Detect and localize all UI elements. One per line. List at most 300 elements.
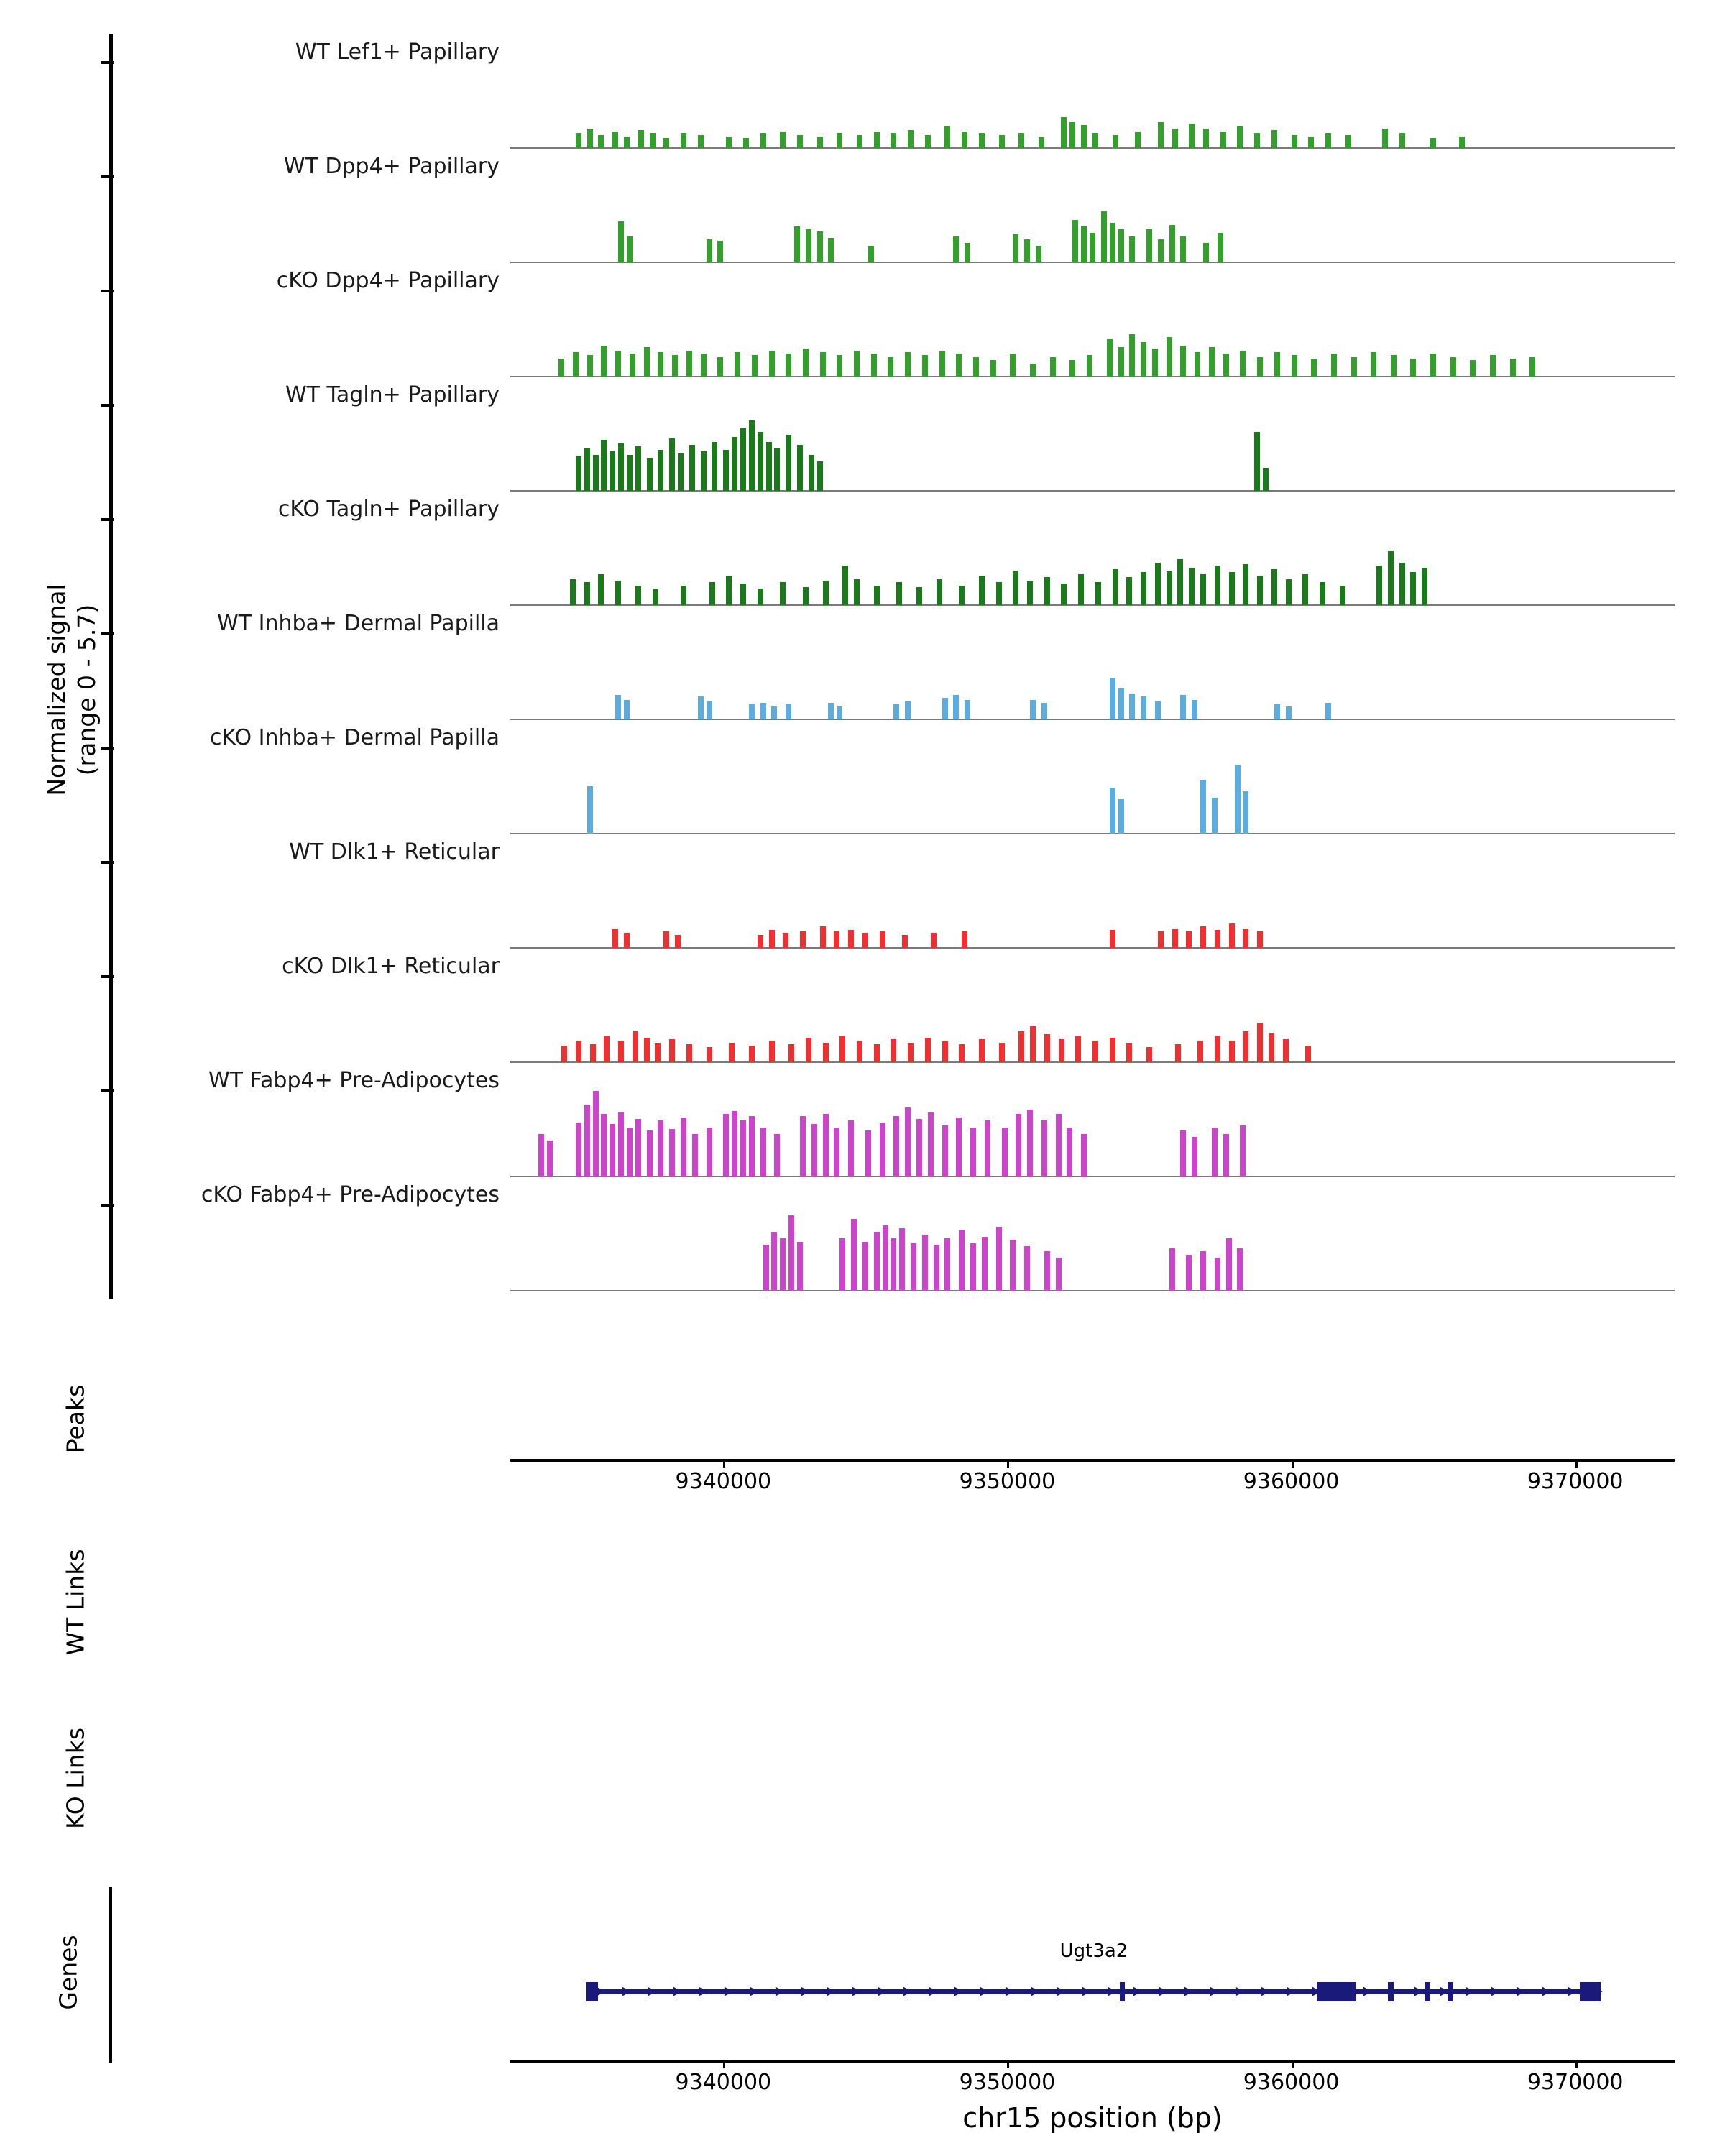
signal-bar: [962, 931, 967, 948]
signal-track: [0, 611, 1725, 726]
gene-strand-arrow-icon: ▶: [1056, 1984, 1067, 1999]
signal-bar: [760, 133, 766, 148]
gene-strand-arrow-icon: ▶: [1440, 1984, 1450, 1999]
signal-bar: [1113, 135, 1118, 148]
signal-bar: [1391, 355, 1397, 377]
track-title: WT Dpp4+ Papillary: [283, 154, 500, 179]
signal-bar: [740, 428, 746, 491]
signal-bar: [800, 931, 806, 948]
signal-bar: [934, 1245, 939, 1291]
signal-bar: [848, 930, 854, 948]
signal-bar: [653, 589, 658, 605]
signal-bar: [681, 133, 686, 148]
gene-strand-arrow-icon: ▶: [1593, 1984, 1603, 1999]
signal-bar: [593, 1091, 599, 1176]
signal-bar: [1081, 226, 1087, 262]
signal-bar: [774, 448, 780, 491]
signal-bar: [1218, 233, 1223, 262]
signal-bar: [749, 704, 755, 719]
signal-track: [0, 40, 1725, 155]
signal-bar: [874, 586, 880, 605]
signal-bar: [732, 1111, 737, 1176]
signal-bar: [857, 135, 862, 148]
signal-bar: [837, 355, 842, 377]
signal-bar: [1030, 364, 1036, 377]
signal-bar: [1274, 352, 1280, 377]
signal-bar: [669, 1129, 675, 1176]
signal-bar: [1087, 355, 1092, 377]
signal-bar: [743, 138, 749, 148]
signal-bar: [1118, 347, 1124, 377]
signal-bar: [1189, 124, 1195, 148]
signal-bar: [587, 786, 593, 834]
gene-model: [0, 1940, 1725, 2034]
signal-bar: [1229, 923, 1235, 948]
signal-bar: [1271, 130, 1277, 148]
signal-bar: [840, 1238, 845, 1291]
signal-bar: [1410, 572, 1416, 605]
signal-bar: [624, 137, 630, 148]
signal-bar: [1192, 1137, 1197, 1176]
signal-bar: [797, 1242, 803, 1291]
signal-bar: [1186, 931, 1192, 948]
signal-bar: [1129, 236, 1135, 262]
signal-bar: [1351, 357, 1357, 377]
track-title: cKO Fabp4+ Pre-Adipocytes: [201, 1182, 500, 1207]
signal-bar: [1192, 700, 1197, 719]
track-plot-area: [510, 741, 1675, 834]
signal-bar: [871, 354, 877, 377]
signal-bar: [1169, 225, 1175, 262]
gene-strand-arrow-icon: ▶: [878, 1984, 888, 1999]
signal-bar: [1302, 574, 1308, 605]
signal-bar: [874, 1232, 880, 1291]
x-axis-top: [510, 1459, 1675, 1492]
axis-tick: [101, 1089, 114, 1092]
signal-bar: [771, 706, 777, 719]
track-title: WT Tagln+ Papillary: [285, 382, 500, 407]
y-axis-label-line2: (range 0 - 5.7): [73, 604, 101, 776]
signal-bar: [985, 1120, 990, 1176]
axis-tick: [101, 747, 114, 750]
signal-bar: [959, 586, 965, 605]
signal-bar: [547, 1141, 553, 1176]
signal-bar: [1399, 563, 1405, 605]
signal-bar: [1530, 357, 1535, 377]
signal-bar: [1126, 1043, 1132, 1062]
signal-bar: [1180, 695, 1186, 719]
signal-bar: [1056, 1258, 1062, 1291]
signal-bar: [763, 1245, 769, 1291]
signal-bar: [1141, 696, 1146, 719]
signal-bar: [598, 135, 604, 148]
signal-bar: [1107, 339, 1113, 377]
signal-bar: [758, 935, 763, 948]
signal-bar: [647, 458, 653, 491]
signal-bar: [1050, 357, 1056, 377]
x-axis-tick: [723, 1459, 725, 1468]
signal-bar: [584, 448, 590, 491]
signal-bar: [1283, 1039, 1289, 1062]
signal-bar: [1126, 577, 1132, 605]
signal-bar: [1200, 574, 1206, 605]
signal-bar: [1320, 582, 1325, 605]
signal-bar: [701, 451, 707, 491]
signal-bar: [1061, 117, 1067, 148]
signal-bar: [1061, 584, 1067, 605]
signal-bar: [905, 1107, 911, 1176]
signal-bar: [1223, 1134, 1229, 1176]
signal-bar: [806, 1038, 811, 1062]
signal-bar: [576, 133, 581, 148]
signal-bar: [1209, 347, 1215, 377]
signal-bar: [749, 1046, 755, 1062]
x-axis-tick-label: 9370000: [1527, 2070, 1624, 2095]
x-axis-bottom: [510, 2060, 1675, 2093]
signal-bar: [973, 357, 979, 377]
signal-bar: [1271, 569, 1277, 605]
signal-bar: [862, 1242, 868, 1291]
signal-bar: [1101, 211, 1107, 262]
track-title: WT Inhba+ Dermal Papilla: [217, 611, 500, 636]
signal-bar: [1155, 563, 1161, 605]
signal-bar: [834, 931, 840, 948]
signal-bar: [1036, 246, 1041, 262]
signal-bar: [604, 1036, 610, 1062]
gene-strand-arrow-icon: ▶: [622, 1984, 632, 1999]
signal-bar: [1240, 1125, 1246, 1176]
signal-bar: [1180, 346, 1186, 377]
track-title: cKO Inhba+ Dermal Papilla: [209, 725, 500, 750]
signal-bar: [1059, 1039, 1064, 1062]
track-title: cKO Tagln+ Papillary: [277, 497, 500, 522]
signal-bar: [1177, 559, 1183, 605]
signal-bar: [1129, 694, 1135, 719]
signal-bar: [707, 1128, 712, 1176]
signal-bar: [1195, 352, 1200, 377]
signal-bar: [979, 576, 985, 605]
track-plot-area: [510, 969, 1675, 1063]
signal-bar: [1203, 129, 1209, 148]
signal-bar: [780, 1238, 786, 1291]
axis-tick: [101, 175, 114, 178]
signal-bar: [1027, 1110, 1033, 1177]
signal-bar: [601, 1114, 607, 1176]
signal-bar: [931, 933, 937, 948]
signal-bar: [959, 1230, 965, 1291]
axis-tick: [101, 975, 114, 978]
signal-bar: [610, 451, 615, 491]
signal-bar: [925, 1038, 931, 1062]
signal-bar: [834, 1128, 840, 1176]
signal-bar: [1180, 1130, 1186, 1176]
x-axis-tick: [723, 2060, 725, 2068]
signal-bar: [916, 1119, 922, 1176]
signal-bar: [584, 582, 590, 605]
signal-bar: [598, 574, 604, 605]
signal-bar: [1044, 1034, 1050, 1062]
signal-bar: [874, 1044, 880, 1062]
signal-bar: [996, 1227, 1002, 1291]
signal-bar: [1430, 354, 1436, 377]
signal-bar: [1371, 352, 1376, 377]
signal-track: [0, 725, 1725, 840]
signal-bar: [962, 132, 967, 148]
signal-track: [0, 382, 1725, 497]
gene-strand-arrow-icon: ▶: [724, 1984, 734, 1999]
signal-bar: [1013, 571, 1018, 605]
signal-bar: [576, 1123, 581, 1176]
signal-bar: [1376, 566, 1382, 605]
track-plot-area: [510, 55, 1675, 149]
signal-bar: [726, 137, 732, 148]
signal-bar: [707, 701, 712, 719]
signal-bar: [1129, 334, 1135, 377]
signal-bar: [627, 236, 632, 262]
signal-bar: [953, 236, 959, 262]
signal-bar: [681, 1118, 686, 1176]
signal-bar: [942, 1041, 948, 1062]
x-axis-tick-label: 9360000: [1243, 1469, 1340, 1494]
signal-bar: [868, 246, 874, 262]
signal-bar: [928, 1112, 934, 1176]
x-axis-bottom-line: [510, 2060, 1675, 2063]
signal-bar: [1189, 568, 1195, 605]
signal-track: [0, 1068, 1725, 1183]
x-axis-tick: [1292, 2060, 1294, 2068]
gene-strand-arrow-icon: ▶: [1363, 1984, 1373, 1999]
signal-bar: [749, 1116, 755, 1176]
signal-bar: [663, 931, 669, 948]
signal-bar: [558, 359, 564, 377]
signal-bar: [1167, 571, 1172, 605]
signal-bar: [726, 576, 732, 605]
track-plot-area: [510, 627, 1675, 720]
signal-bar: [593, 455, 599, 491]
signal-bar: [1024, 1246, 1030, 1291]
signal-bar: [618, 1112, 624, 1176]
signal-bar: [823, 1114, 829, 1176]
signal-bar: [1286, 706, 1292, 719]
signal-bar: [1075, 1036, 1081, 1062]
track-title: cKO Dpp4+ Papillary: [276, 268, 500, 293]
signal-bar: [1090, 233, 1095, 262]
x-axis-tick-label: 9350000: [959, 1469, 1056, 1494]
signal-bar: [707, 1047, 712, 1062]
signal-bar: [979, 1039, 985, 1062]
signal-bar: [1078, 574, 1084, 605]
signal-bar: [658, 1120, 663, 1176]
signal-bar: [942, 1125, 948, 1176]
signal-bar: [1152, 349, 1158, 377]
signal-bar: [1212, 798, 1218, 834]
gene-strand-arrow-icon: ▶: [750, 1984, 760, 1999]
track-plot-area: [510, 284, 1675, 377]
signal-bar: [1254, 133, 1260, 148]
signal-bar: [729, 1043, 735, 1062]
signal-bar: [1016, 1114, 1021, 1176]
signal-bar: [1146, 229, 1152, 262]
signal-bar: [1410, 359, 1416, 377]
signal-bar: [823, 1043, 829, 1062]
signal-bar: [1286, 579, 1292, 605]
signal-bar: [1027, 581, 1033, 605]
signal-bar: [1215, 930, 1220, 948]
signal-bar: [735, 352, 740, 377]
signal-bar: [1215, 1036, 1220, 1062]
signal-bar: [1110, 788, 1116, 834]
x-axis-tick-label: 9370000: [1527, 1469, 1624, 1494]
track-baseline: [510, 490, 1675, 492]
signal-bar: [1257, 1023, 1263, 1062]
x-axis-tick: [1576, 2060, 1578, 2068]
gene-strand-arrow-icon: ▶: [1414, 1984, 1424, 1999]
signal-bar: [891, 133, 896, 148]
gene-strand-arrow-icon: ▶: [903, 1984, 913, 1999]
signal-bar: [1388, 551, 1394, 605]
signal-bar: [1024, 239, 1030, 262]
gene-strand-arrow-icon: ▶: [1108, 1984, 1118, 1999]
signal-bar: [587, 355, 593, 377]
signal-bar: [1305, 1046, 1311, 1062]
signal-bar: [610, 1124, 615, 1176]
signal-bar: [874, 132, 880, 148]
signal-bar: [576, 456, 581, 491]
axis-tick: [101, 61, 114, 64]
signal-bar: [970, 1243, 976, 1291]
signal-bar: [1113, 569, 1118, 605]
signal-bar: [1215, 1258, 1220, 1291]
track-baseline: [510, 947, 1675, 949]
signal-bar: [848, 1120, 854, 1176]
signal-bar: [732, 437, 737, 491]
signal-bar: [944, 1238, 950, 1291]
signal-bar: [658, 450, 663, 491]
signal-bar: [1158, 122, 1164, 148]
signal-bar: [911, 1243, 916, 1291]
axis-tick: [101, 290, 114, 292]
signal-bar: [817, 137, 823, 148]
signal-bar: [865, 1130, 871, 1176]
signal-bar: [632, 1031, 638, 1062]
signal-bar: [1243, 564, 1248, 605]
signal-track: [0, 268, 1725, 383]
signal-bar: [1459, 137, 1465, 148]
axis-tick: [101, 861, 114, 864]
signal-bar: [1257, 931, 1263, 948]
signal-bar: [937, 579, 942, 605]
signal-bar: [771, 1232, 777, 1291]
signal-bar: [1200, 926, 1206, 948]
gene-strand-arrow-icon: ▶: [1031, 1984, 1041, 1999]
signal-bar: [1450, 357, 1456, 377]
x-axis-top-line: [510, 1459, 1675, 1462]
signal-bar: [1254, 432, 1260, 491]
gene-strand-arrow-icon: ▶: [1517, 1984, 1527, 1999]
signal-bar: [601, 346, 607, 377]
signal-bar: [1223, 354, 1229, 377]
signal-bar: [1092, 1041, 1098, 1062]
track-plot-area: [510, 398, 1675, 492]
signal-bar: [712, 442, 717, 491]
signal-bar: [1200, 780, 1206, 834]
axis-tick: [101, 632, 114, 635]
signal-bar: [630, 354, 635, 377]
signal-bar: [888, 357, 893, 377]
gene-strand-arrow-icon: ▶: [1465, 1984, 1476, 1999]
signal-bar: [1292, 355, 1297, 377]
gene-strand-arrow-icon: ▶: [852, 1984, 862, 1999]
signal-bar: [1002, 1128, 1008, 1176]
gene-strand-arrow-icon: ▶: [1159, 1984, 1169, 1999]
signal-bar: [1340, 586, 1346, 605]
signal-bar: [627, 455, 632, 491]
signal-bar: [1092, 133, 1098, 148]
signal-bar: [1030, 1026, 1036, 1062]
signal-bar: [1158, 239, 1164, 262]
signal-bar: [678, 453, 684, 491]
signal-bar: [837, 133, 842, 148]
signal-bar: [1110, 930, 1116, 948]
gene-strand-arrow-icon: ▶: [775, 1984, 785, 1999]
signal-bar: [996, 582, 1002, 605]
signal-bar: [905, 701, 911, 719]
gene-strand-arrow-icon: ▶: [1491, 1984, 1501, 1999]
signal-bar: [820, 926, 826, 948]
track-plot-area: [510, 855, 1675, 949]
signal-bar: [689, 445, 695, 491]
signal-bar: [862, 933, 868, 948]
signal-bar: [1229, 1041, 1235, 1062]
track-plot-area: [510, 512, 1675, 606]
signal-track: [0, 154, 1725, 269]
signal-bar: [883, 1225, 888, 1291]
section-label-wt-links: WT Links: [61, 1549, 90, 1656]
axis-tick: [101, 1204, 114, 1207]
x-axis-tick-label: 9350000: [959, 2070, 1056, 2095]
signal-bar: [925, 135, 931, 148]
signal-bar: [576, 1041, 581, 1062]
signal-bar: [1243, 791, 1248, 834]
signal-bar: [880, 931, 886, 948]
signal-bar: [638, 130, 644, 148]
axis-tick: [101, 404, 114, 407]
signal-bar: [1158, 931, 1164, 948]
x-axis-tick-label: 9340000: [675, 1469, 772, 1494]
signal-bar: [1141, 342, 1146, 377]
gene-strand-arrow-icon: ▶: [801, 1984, 811, 1999]
signal-bar: [1470, 360, 1476, 377]
signal-bar: [783, 933, 788, 948]
gene-strand-arrow-icon: ▶: [954, 1984, 964, 1999]
signal-bar: [959, 1044, 965, 1062]
signal-bar: [647, 1130, 653, 1176]
signal-bar: [908, 130, 914, 148]
signal-bar: [1081, 125, 1087, 148]
signal-bar: [1167, 337, 1172, 377]
signal-bar: [707, 239, 712, 262]
signal-bar: [672, 355, 678, 377]
signal-bar: [1070, 122, 1075, 148]
signal-bar: [590, 1044, 596, 1062]
signal-bar: [803, 587, 809, 605]
signal-bar: [692, 1134, 698, 1176]
signal-bar: [1039, 137, 1044, 148]
signal-bar: [823, 581, 829, 605]
signal-bar: [797, 445, 803, 491]
signal-bar: [1118, 688, 1124, 719]
signal-bar: [840, 1036, 845, 1062]
